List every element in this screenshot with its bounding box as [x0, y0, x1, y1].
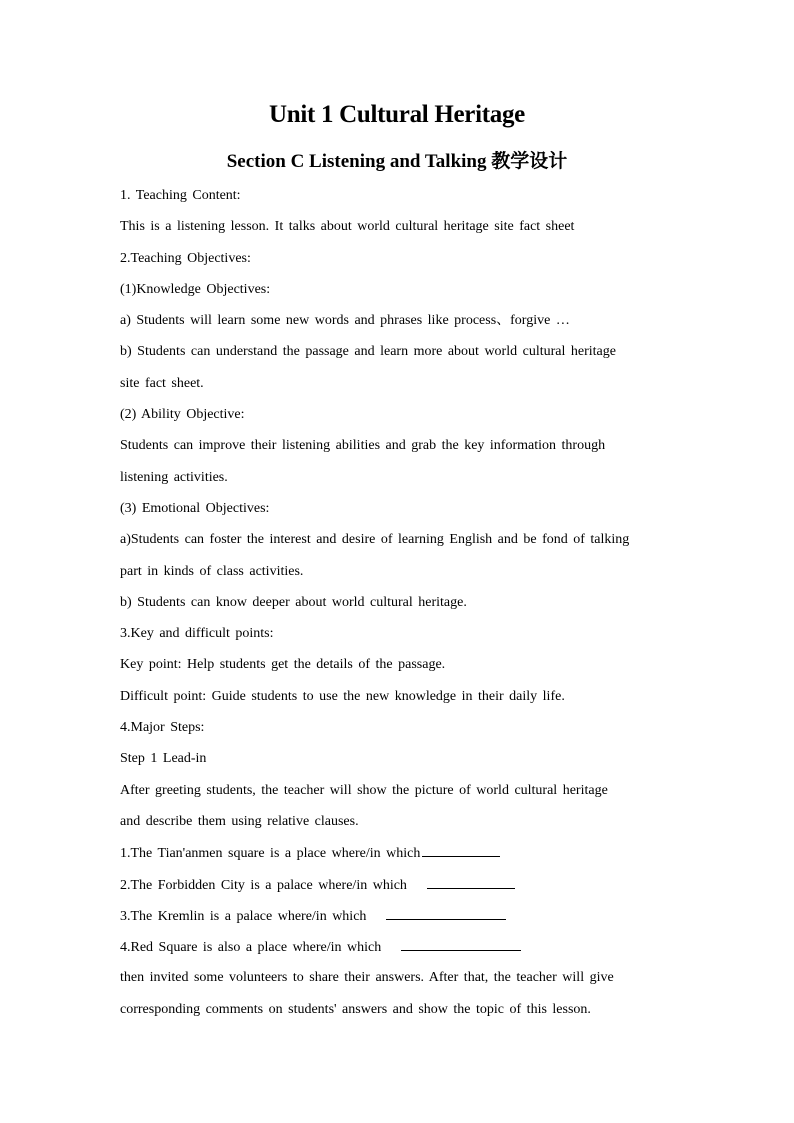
subheading-emotional: (3) Emotional Objectives:	[120, 500, 270, 516]
fill-item-text: 3.The Kremlin is a palace where/in which	[120, 908, 367, 924]
document-title: Unit 1 Cultural Heritage	[269, 101, 525, 128]
document-subtitle: Section C Listening and Talking 教学设计	[226, 151, 568, 172]
step-1-text-cont: and describe them using relative clauses.	[120, 813, 359, 829]
step-1-text: After greeting students, the teacher will show the picture of world cultural heritage	[120, 782, 608, 798]
ability-text-cont: listening activities.	[120, 469, 228, 485]
heading-teaching-content: 1. Teaching Content:	[120, 188, 241, 203]
subheading-ability: (2) Ability Objective:	[120, 407, 245, 423]
fill-item-text: 4.Red Square is also a place where/in which	[120, 940, 382, 956]
answer-blank	[386, 905, 506, 920]
answer-blank	[427, 874, 515, 889]
fill-item-4	[120, 936, 680, 967]
paragraph-content: This is a listening lesson. It talks about world cultural heritage site fact sheet	[120, 219, 575, 235]
answer-blank	[401, 936, 521, 951]
step-1-heading: Step 1 Lead-in	[120, 751, 207, 767]
ability-text: Students can improve their listening abilities and grab the key information through	[120, 438, 606, 454]
heading-major-steps: 4.Major Steps:	[120, 720, 205, 736]
document-body	[120, 185, 680, 1030]
fill-item-1	[120, 842, 680, 873]
difficult-point: Difficult point: Guide students to use the new knowledge in their daily life.	[120, 688, 565, 704]
closing-text: then invited some volunteers to share their answers. After that, the teacher will give	[120, 970, 614, 986]
emotional-item-a-cont: part in kinds of class activities.	[120, 563, 304, 579]
emotional-item-b: b) Students can know deeper about world cultural heritage.	[120, 594, 467, 610]
heading-key-difficult: 3.Key and difficult points:	[120, 626, 274, 642]
answer-blank	[422, 842, 500, 857]
heading-teaching-objectives: 2.Teaching Objectives:	[120, 250, 251, 266]
fill-item-text: 2.The Forbidden City is a palace where/in which	[120, 877, 407, 893]
subheading-knowledge: (1)Knowledge Objectives:	[120, 281, 271, 297]
fill-item-text: 1.The Tian'anmen square is a place where/in which	[120, 846, 421, 862]
knowledge-item-b-cont: site fact sheet.	[120, 375, 204, 391]
fill-item-3	[120, 905, 680, 936]
knowledge-item-a: a) Students will learn some new words and phrases like process、forgive …	[120, 313, 570, 329]
emotional-item-a: a)Students can foster the interest and desire of learning English and be fond of talking	[120, 532, 630, 548]
key-point: Key point: Help students get the details of the passage.	[120, 657, 446, 673]
closing-text-cont: corresponding comments on students' answers and show the topic of this lesson.	[120, 1001, 591, 1017]
fill-item-2	[120, 874, 680, 905]
knowledge-item-b: b) Students can understand the passage and learn more about world cultural heritage	[120, 344, 616, 360]
